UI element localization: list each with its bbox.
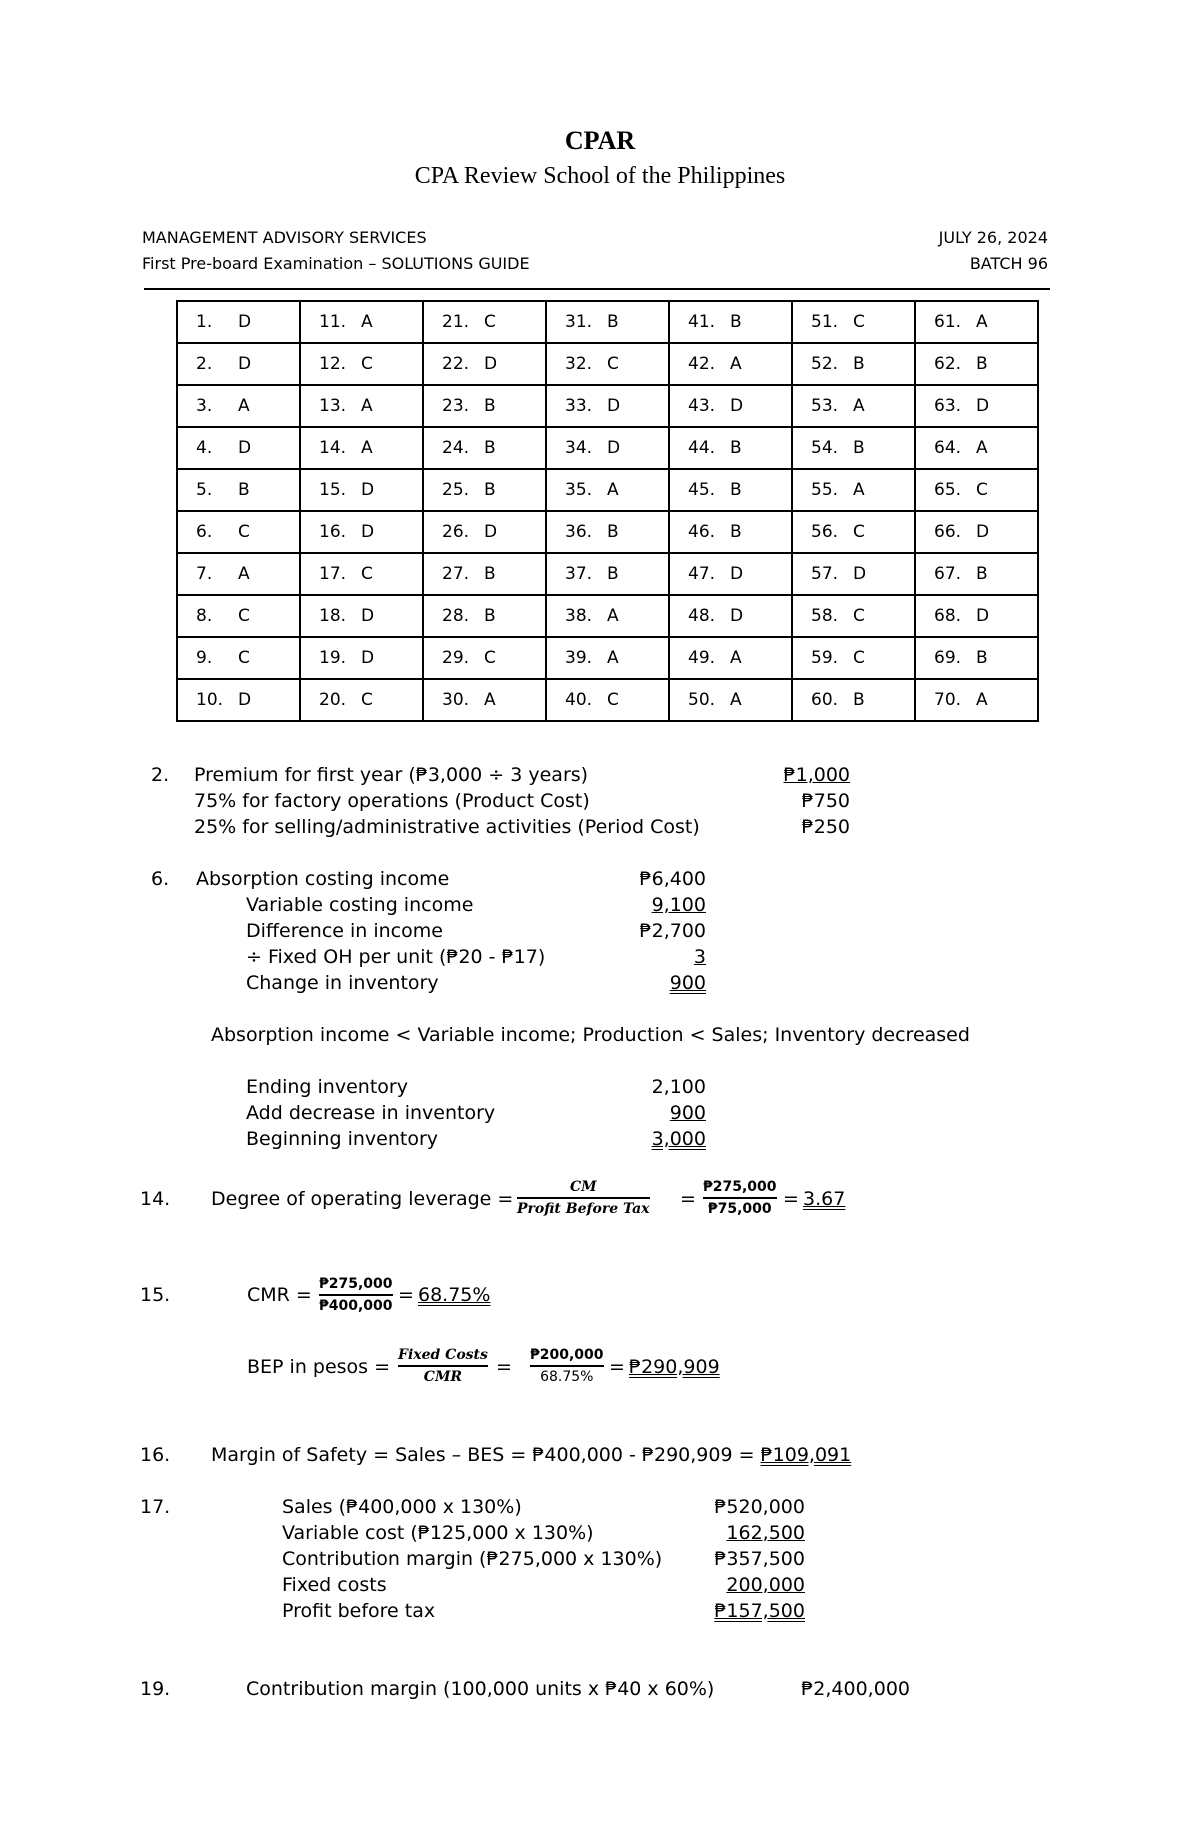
answer-letter: A (361, 312, 373, 332)
solution-6-line-8: Beginning inventory (246, 1128, 438, 1150)
answer-cell (300, 637, 423, 679)
answer-letter: A (238, 564, 250, 584)
answer-cell (546, 553, 669, 595)
solution-6-line-2: Variable costing income (246, 894, 474, 916)
answer-cell (669, 511, 792, 553)
question-number: 70. (934, 690, 962, 710)
answer-cell (177, 385, 300, 427)
question-number: 24. (442, 438, 470, 458)
answer-cell (915, 595, 1038, 637)
answer-cell (915, 469, 1038, 511)
question-number: 46. (688, 522, 716, 542)
answer-cell (669, 553, 792, 595)
question-number: 16. (319, 522, 347, 542)
question-number: 19. (319, 648, 347, 668)
answer-letter: D (607, 438, 621, 458)
answer-cell (546, 301, 669, 343)
answer-cell (546, 595, 669, 637)
answer-cell (546, 343, 669, 385)
question-number: 18. (319, 606, 347, 626)
answer-letter: C (238, 606, 250, 626)
solution-16-result: ₱109,091 (760, 1444, 852, 1466)
answer-letter: D (484, 522, 498, 542)
answer-cell (177, 595, 300, 637)
answer-cell (792, 637, 915, 679)
answer-letter: C (484, 312, 496, 332)
answer-letter: A (730, 354, 742, 374)
question-number: 60. (811, 690, 839, 710)
answer-cell (177, 637, 300, 679)
solution-14-equals-1: = (680, 1188, 696, 1210)
question-number: 20. (319, 690, 347, 710)
solution-2-value-3: ₱250 (801, 816, 850, 838)
answer-row (177, 427, 1038, 469)
question-number: 67. (934, 564, 962, 584)
answer-letter: D (853, 564, 867, 584)
question-number: 12. (319, 354, 347, 374)
answer-letter: B (607, 522, 619, 542)
answer-letter: B (484, 438, 496, 458)
solution-6-line-1: Absorption costing income (196, 868, 450, 890)
answer-letter: B (607, 312, 619, 332)
answer-letter: D (361, 648, 375, 668)
fraction-numerator: ₱275,000 (703, 1179, 777, 1195)
question-number: 27. (442, 564, 470, 584)
question-number: 21. (442, 312, 470, 332)
answer-row (177, 343, 1038, 385)
question-number: 47. (688, 564, 716, 584)
answer-cell (177, 301, 300, 343)
answer-row (177, 679, 1038, 721)
solution-6-value-3: ₱2,700 (639, 920, 706, 942)
answer-cell (300, 301, 423, 343)
answer-cell (915, 553, 1038, 595)
answer-letter: C (853, 648, 865, 668)
question-number: 57. (811, 564, 839, 584)
answer-letter: B (730, 522, 742, 542)
answer-cell (669, 301, 792, 343)
question-number: 41. (688, 312, 716, 332)
answer-cell (423, 637, 546, 679)
solution-15-bep-equals-1: = (496, 1356, 512, 1378)
question-number: 9. (196, 648, 213, 668)
answer-cell (915, 511, 1038, 553)
answer-letter: B (238, 480, 250, 500)
answer-cell (792, 385, 915, 427)
solution-6-line-5: Change in inventory (246, 972, 439, 994)
answer-cell (177, 427, 300, 469)
question-number: 54. (811, 438, 839, 458)
fraction-denominator: ₱75,000 (707, 1201, 772, 1217)
answer-cell (792, 595, 915, 637)
solution-6-line-7: Add decrease in inventory (246, 1102, 496, 1124)
solution-6-value-4: 3 (693, 946, 706, 968)
solution-14-label: Degree of operating leverage = (211, 1188, 514, 1210)
solution-15-bep-result: ₱290,909 (629, 1356, 720, 1378)
solution-2-value-1: ₱1,000 (783, 764, 850, 786)
answer-letter: C (484, 648, 496, 668)
question-number: 50. (688, 690, 716, 710)
question-number: 4. (196, 438, 213, 458)
answer-cell (177, 511, 300, 553)
solution-15-cmr-fraction (319, 1275, 393, 1315)
question-number: 7. (196, 564, 213, 584)
header-divider (144, 288, 1050, 290)
solution-19-number: 19. (140, 1678, 171, 1700)
answer-cell (423, 511, 546, 553)
question-number: 64. (934, 438, 962, 458)
answer-letter: B (976, 564, 988, 584)
question-number: 55. (811, 480, 839, 500)
solution-17-value-3: ₱357,500 (714, 1548, 805, 1570)
answer-letter: A (361, 396, 373, 416)
answer-letter: A (730, 690, 742, 710)
answer-letter: C (361, 354, 373, 374)
solution-14-result: 3.67 (803, 1188, 846, 1210)
answer-letter: B (484, 396, 496, 416)
answer-letter: C (238, 522, 250, 542)
answer-row (177, 469, 1038, 511)
question-number: 28. (442, 606, 470, 626)
question-number: 69. (934, 648, 962, 668)
question-number: 1. (196, 312, 213, 332)
answer-cell (915, 343, 1038, 385)
solution-2-line-1: Premium for first year (₱3,000 ÷ 3 years) (194, 764, 589, 786)
solution-15-bep-fraction-values (530, 1346, 604, 1386)
answer-letter: B (976, 648, 988, 668)
fraction-numerator: ₱275,000 (319, 1276, 393, 1292)
question-number: 58. (811, 606, 839, 626)
subject-label: MANAGEMENT ADVISORY SERVICES (142, 228, 427, 247)
solution-2-value-2: ₱750 (801, 790, 850, 812)
answer-letter: D (361, 480, 375, 500)
question-number: 49. (688, 648, 716, 668)
answer-letter: C (853, 606, 865, 626)
answer-cell (177, 343, 300, 385)
question-number: 52. (811, 354, 839, 374)
solution-16-line (211, 1444, 851, 1466)
answer-cell (792, 427, 915, 469)
question-number: 15. (319, 480, 347, 500)
answer-cell (546, 637, 669, 679)
answer-cell (669, 385, 792, 427)
answer-cell (423, 553, 546, 595)
question-number: 56. (811, 522, 839, 542)
solution-6-line-3: Difference in income (246, 920, 443, 942)
question-number: 39. (565, 648, 593, 668)
answer-cell (423, 343, 546, 385)
answer-cell (300, 343, 423, 385)
answer-cell (669, 637, 792, 679)
question-number: 23. (442, 396, 470, 416)
solution-16-text: Margin of Safety = Sales – BES = ₱400,000 - ₱290,909 = (211, 1444, 761, 1466)
answer-letter: A (730, 648, 742, 668)
answer-cell (300, 553, 423, 595)
question-number: 62. (934, 354, 962, 374)
answer-letter: D (976, 522, 990, 542)
answer-cell (669, 469, 792, 511)
answer-cell (423, 385, 546, 427)
solution-17-line-4: Fixed costs (282, 1574, 387, 1596)
answer-letter: D (361, 522, 375, 542)
solution-19-value-1: ₱2,400,000 (801, 1678, 910, 1700)
solution-2-number: 2. (151, 764, 170, 786)
answer-cell (915, 301, 1038, 343)
answer-row (177, 637, 1038, 679)
solution-15-bep-label: BEP in pesos = (247, 1356, 391, 1378)
solution-15-cmr-result: 68.75% (418, 1284, 491, 1306)
solution-14-number: 14. (140, 1188, 171, 1210)
question-number: 5. (196, 480, 213, 500)
batch-label: BATCH 96 (969, 254, 1048, 273)
answer-letter: B (484, 606, 496, 626)
question-number: 53. (811, 396, 839, 416)
question-number: 35. (565, 480, 593, 500)
question-number: 66. (934, 522, 962, 542)
question-number: 36. (565, 522, 593, 542)
solution-15-cmr-equals: = (398, 1284, 414, 1306)
solution-6-value-7: 900 (669, 1102, 706, 1124)
answer-letter: C (238, 648, 250, 668)
answer-letter: D (238, 312, 252, 332)
fraction-numerator: Fixed Costs (398, 1347, 488, 1363)
answer-cell (669, 679, 792, 721)
solution-14-fraction-formula (517, 1178, 650, 1218)
question-number: 37. (565, 564, 593, 584)
answer-cell (669, 595, 792, 637)
answer-letter: A (976, 312, 988, 332)
fraction-denominator: Profit Before Tax (517, 1201, 650, 1217)
question-number: 38. (565, 606, 593, 626)
answer-cell (546, 427, 669, 469)
answer-letter: B (730, 312, 742, 332)
answer-letter: A (238, 396, 250, 416)
solution-14-fraction-values (703, 1178, 777, 1218)
question-number: 51. (811, 312, 839, 332)
solution-17-number: 17. (140, 1496, 171, 1518)
question-number: 34. (565, 438, 593, 458)
answer-cell (423, 679, 546, 721)
solution-17-line-1: Sales (₱400,000 x 130%) (282, 1496, 522, 1518)
answer-letter: B (484, 480, 496, 500)
exam-label: First Pre-board Examination – SOLUTIONS GUIDE (142, 254, 530, 273)
question-number: 14. (319, 438, 347, 458)
answer-cell (669, 343, 792, 385)
solution-17-line-3: Contribution margin (₱275,000 x 130%) (282, 1548, 663, 1570)
answer-cell (300, 595, 423, 637)
answer-key-table (176, 300, 1039, 722)
answer-cell (546, 385, 669, 427)
answer-cell (546, 469, 669, 511)
question-number: 40. (565, 690, 593, 710)
question-number: 31. (565, 312, 593, 332)
answer-cell (300, 511, 423, 553)
question-number: 33. (565, 396, 593, 416)
answer-cell (423, 427, 546, 469)
solution-6-line-4: ÷ Fixed OH per unit (₱20 - ₱17) (246, 946, 546, 968)
question-number: 32. (565, 354, 593, 374)
solution-17-value-2: 162,500 (726, 1522, 805, 1544)
solution-6-value-1: ₱6,400 (639, 868, 706, 890)
answer-letter: D (484, 354, 498, 374)
answer-letter: C (853, 522, 865, 542)
answer-cell (792, 301, 915, 343)
answer-row (177, 385, 1038, 427)
answer-cell (300, 385, 423, 427)
answer-cell (300, 469, 423, 511)
solution-6-note: Absorption income < Variable income; Production < Sales; Inventory decreased (211, 1024, 970, 1046)
answer-row (177, 553, 1038, 595)
solution-17-line-2: Variable cost (₱125,000 x 130%) (282, 1522, 594, 1544)
fraction-numerator: CM (569, 1179, 597, 1195)
answer-cell (546, 679, 669, 721)
answer-cell (915, 679, 1038, 721)
answer-letter: D (730, 396, 744, 416)
answer-letter: A (607, 480, 619, 500)
solution-6-value-5: 900 (669, 972, 706, 994)
answer-cell (423, 595, 546, 637)
answer-letter: D (976, 396, 990, 416)
question-number: 43. (688, 396, 716, 416)
question-number: 25. (442, 480, 470, 500)
solution-6-value-8: 3,000 (651, 1128, 706, 1150)
question-number: 42. (688, 354, 716, 374)
question-number: 22. (442, 354, 470, 374)
answer-cell (300, 427, 423, 469)
answer-letter: D (730, 564, 744, 584)
answer-letter: C (976, 480, 988, 500)
question-number: 3. (196, 396, 213, 416)
answer-letter: A (976, 438, 988, 458)
question-number: 61. (934, 312, 962, 332)
answer-cell (915, 385, 1038, 427)
answer-letter: C (361, 690, 373, 710)
question-number: 65. (934, 480, 962, 500)
question-number: 10. (196, 690, 224, 710)
answer-letter: B (730, 480, 742, 500)
solution-16-number: 16. (140, 1444, 171, 1466)
answer-cell (423, 469, 546, 511)
answer-letter: D (238, 354, 252, 374)
solution-14-equals-2: = (783, 1188, 799, 1210)
question-number: 29. (442, 648, 470, 668)
answer-cell (915, 427, 1038, 469)
question-number: 13. (319, 396, 347, 416)
answer-letter: C (607, 354, 619, 374)
solution-2-line-2: 75% for factory operations (Product Cost) (194, 790, 590, 812)
question-number: 68. (934, 606, 962, 626)
answer-cell (177, 469, 300, 511)
answer-letter: D (238, 438, 252, 458)
answer-letter: C (607, 690, 619, 710)
solution-15-number: 15. (140, 1284, 171, 1306)
document-subtitle: CPA Review School of the Philippines (414, 163, 786, 189)
solution-6-value-6: 2,100 (651, 1076, 706, 1098)
answer-cell (177, 679, 300, 721)
solution-15-cmr-label: CMR = (247, 1284, 312, 1306)
solution-17-value-1: ₱520,000 (714, 1496, 805, 1518)
document-title: CPAR (564, 126, 636, 155)
question-number: 45. (688, 480, 716, 500)
answer-letter: D (238, 690, 252, 710)
answer-letter: B (976, 354, 988, 374)
fraction-denominator: CMR (423, 1369, 463, 1385)
fraction-numerator: ₱200,000 (530, 1347, 604, 1363)
answer-letter: A (484, 690, 496, 710)
fraction-denominator: 68.75% (540, 1369, 594, 1385)
fraction-denominator: ₱400,000 (319, 1298, 393, 1314)
answer-row (177, 301, 1038, 343)
solution-6-line-6: Ending inventory (246, 1076, 408, 1098)
solution-17-value-4: 200,000 (726, 1574, 805, 1596)
answer-cell (300, 679, 423, 721)
answer-cell (177, 553, 300, 595)
solution-2-line-3: 25% for selling/administrative activities (Period Cost) (194, 816, 700, 838)
answer-letter: A (607, 648, 619, 668)
question-number: 17. (319, 564, 347, 584)
question-number: 6. (196, 522, 213, 542)
answer-cell (792, 553, 915, 595)
answer-letter: D (361, 606, 375, 626)
answer-letter: B (853, 690, 865, 710)
answer-letter: B (484, 564, 496, 584)
answer-letter: C (853, 312, 865, 332)
answer-letter: A (853, 396, 865, 416)
answer-cell (546, 511, 669, 553)
answer-letter: D (730, 606, 744, 626)
question-number: 2. (196, 354, 213, 374)
answer-cell (792, 511, 915, 553)
solution-17-line-5: Profit before tax (282, 1600, 436, 1622)
answer-letter: B (853, 354, 865, 374)
question-number: 48. (688, 606, 716, 626)
question-number: 59. (811, 648, 839, 668)
question-number: 8. (196, 606, 213, 626)
solution-6-value-2: 9,100 (651, 894, 706, 916)
question-number: 26. (442, 522, 470, 542)
question-number: 44. (688, 438, 716, 458)
answer-cell (423, 301, 546, 343)
answer-letter: A (976, 690, 988, 710)
answer-letter: B (607, 564, 619, 584)
answer-letter: A (361, 438, 373, 458)
question-number: 63. (934, 396, 962, 416)
answer-row (177, 595, 1038, 637)
answer-row (177, 511, 1038, 553)
solution-17-value-5: ₱157,500 (714, 1600, 805, 1622)
answer-letter: B (853, 438, 865, 458)
answer-letter: C (361, 564, 373, 584)
answer-cell (792, 469, 915, 511)
answer-cell (792, 679, 915, 721)
solution-19-line-1: Contribution margin (100,000 units x ₱40 x 60%) (246, 1678, 715, 1700)
answer-cell (792, 343, 915, 385)
answer-cell (915, 637, 1038, 679)
solution-6-number: 6. (151, 868, 170, 890)
answer-letter: A (853, 480, 865, 500)
question-number: 11. (319, 312, 347, 332)
solution-15-bep-equals-2: = (609, 1356, 625, 1378)
question-number: 30. (442, 690, 470, 710)
answer-letter: B (730, 438, 742, 458)
answer-cell (669, 427, 792, 469)
answer-letter: A (607, 606, 619, 626)
solution-15-bep-fraction-formula (398, 1346, 488, 1386)
answer-letter: D (976, 606, 990, 626)
answer-letter: D (607, 396, 621, 416)
exam-date: JULY 26, 2024 (938, 228, 1048, 247)
